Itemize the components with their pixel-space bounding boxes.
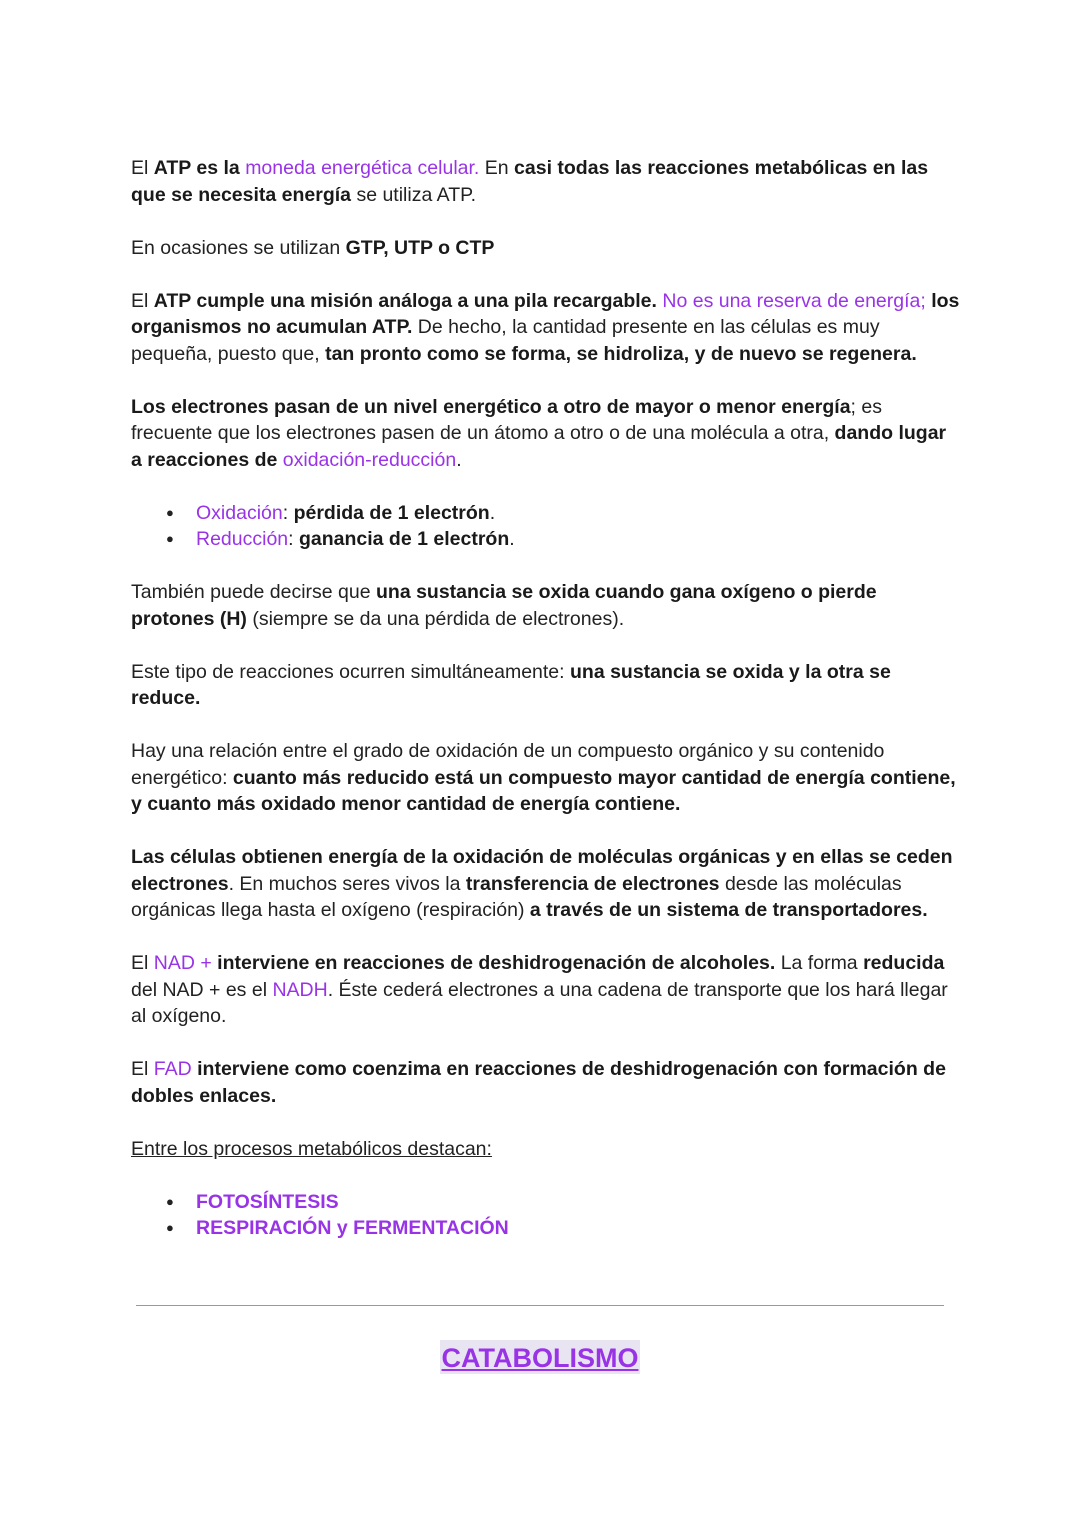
paragraph-cells-energy: Las células obtienen energía de la oxidación de moléculas orgánicas y en ellas se ceden electrones. En muchos seres vivos la transferencia de electrones desde las moléculas orgánicas llega hasta el oxígeno (respiración) a través de un sistema de transportadores. xyxy=(131,846,953,921)
paragraph-oxidation-oxygen: También puede decirse que una sustancia se oxida cuando gana oxígeno o pierde protones (H) (siempre se da una pérdida de electrones). xyxy=(131,581,877,630)
horizontal-divider xyxy=(136,1305,944,1306)
paragraph-nad: El NAD + interviene en reacciones de deshidrogenación de alcoholes. La forma reducida del NAD + es el NADH. Éste cederá electrones a una cadena de transporte que los hará llegar al oxígeno. xyxy=(131,952,948,1027)
catabolismo-title: CATABOLISMO xyxy=(440,1340,641,1374)
paragraph-electrons: Los electrones pasan de un nivel energético a otro de mayor o menor energía; es frecuente que los electrones pasen de un átomo a otro o de una molécula a otra, dando lugar a reacciones de oxidación-reducción. xyxy=(131,395,947,471)
paragraph-atp-currency: El ATP es la moneda energética celular. En casi todas las reacciones metabólicas en las que se necesita energía se utiliza ATP. xyxy=(131,157,929,206)
list-item: ● Reducción: ganancia de 1 electrón. xyxy=(196,526,961,553)
paragraph-simultaneous: Este tipo de reacciones ocurren simultáneamente: una sustancia se oxida y la otra se reduce. xyxy=(131,660,891,709)
list-item: ● Oxidación: pérdida de 1 electrón. xyxy=(196,500,961,527)
metabolic-processes-list xyxy=(131,1189,961,1242)
section-heading xyxy=(0,1340,1080,1374)
redox-definition-list xyxy=(131,500,961,553)
list-item: ● FOTOSÍNTESIS xyxy=(196,1189,961,1216)
paragraph-gtp-utp-ctp: En ocasiones se utilizan GTP, UTP o CTP xyxy=(131,236,495,259)
list-item: ● RESPIRACIÓN y FERMENTACIÓN xyxy=(196,1215,961,1242)
paragraph-energy-content: Hay una relación entre el grado de oxidación de un compuesto orgánico y su contenido energético: cuanto más reducido está un compuesto mayor cantidad de energía contiene, y cuanto más oxidado menor cantidad de energía contiene. xyxy=(131,740,956,815)
paragraph-processes-intro: Entre los procesos metabólicos destacan: xyxy=(131,1137,492,1160)
document-body xyxy=(131,155,961,1268)
paragraph-atp-battery: El ATP cumple una misión análoga a una pila recargable. No es una reserva de energía; los organismos no acumulan ATP. De hecho, la cantidad presente en las células es muy pequeña, puesto que, tan pronto como se forma, se hidroliza, y de nuevo se regenera. xyxy=(131,289,960,365)
paragraph-fad: El FAD interviene como coenzima en reacciones de deshidrogenación con formación de dobles enlaces. xyxy=(131,1058,946,1107)
